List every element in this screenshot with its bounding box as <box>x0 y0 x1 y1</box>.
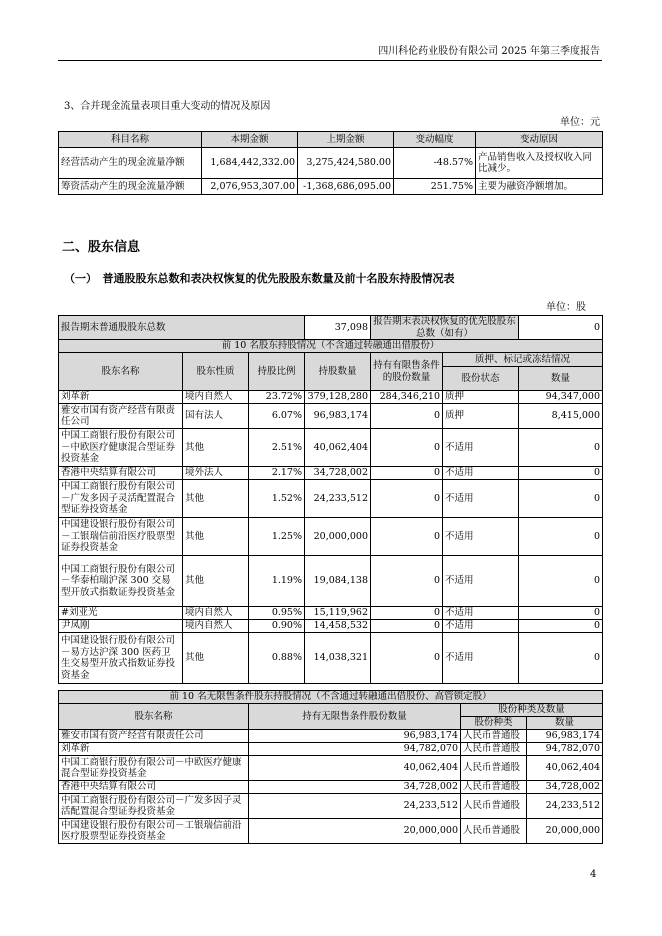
holder-count: 0 <box>519 607 603 620</box>
holder-status: 不适用 <box>443 429 519 467</box>
holder-nature: 国有法人 <box>183 404 249 429</box>
holder-qty: 14,038,321 <box>305 633 371 684</box>
holder-share-type: 人民币普通股 <box>461 819 527 844</box>
cashflow-prior: 3,275,424,580.00 <box>298 148 394 179</box>
holder-nature: 其他 <box>183 429 249 467</box>
header-qty: 持股数量 <box>305 353 371 391</box>
holder-share-type: 人民币普通股 <box>461 794 527 819</box>
holder-name: 香港中央结算有限公司 <box>59 467 183 480</box>
holder-unrestricted-qty: 34,728,002 <box>249 781 461 794</box>
holder-qty: 40,062,404 <box>305 429 371 467</box>
holder-restricted: 0 <box>371 429 443 467</box>
table-row <box>59 781 603 794</box>
holder-status: 质押 <box>443 404 519 429</box>
top10-title: 前 10 名股东持股情况（不含通过转融通出借股份） <box>59 340 603 353</box>
cashflow-reason: 主要为融资净额增加。 <box>476 179 603 195</box>
holder-count: 0 <box>519 556 603 607</box>
cashflow-header-cell: 上期金额 <box>298 132 394 148</box>
holder-count: 34,728,002 <box>527 781 603 794</box>
holder-restricted: 0 <box>371 518 443 556</box>
holder-qty: 14,458,532 <box>305 620 371 633</box>
header-name: 股东名称 <box>59 353 183 391</box>
subsection-title: （一） 普通股股东总数和表决权恢复的优先股股东数量及前十名股东持股情况表 <box>64 272 455 285</box>
holder-qty: 20,000,000 <box>305 518 371 556</box>
table-row <box>59 391 603 404</box>
holder-nature: 其他 <box>183 518 249 556</box>
holder-name: 香港中央结算有限公司 <box>59 781 249 794</box>
holder-count: 20,000,000 <box>527 819 603 844</box>
holder-nature: 其他 <box>183 633 249 684</box>
table-row <box>59 179 603 195</box>
holder-nature: 境外法人 <box>183 467 249 480</box>
holder-name: 中国工商银行股份有限公司－中欧医疗健康混合型证券投资基金 <box>59 756 249 781</box>
holder-nature: 境内自然人 <box>183 391 249 404</box>
holder-unrestricted-qty: 96,983,174 <box>249 730 461 743</box>
holder-count: 0 <box>519 429 603 467</box>
holder-count: 0 <box>519 467 603 480</box>
holder-name: 中国建设银行股份有限公司－工银瑞信前沿医疗股票型证券投资基金 <box>59 518 183 556</box>
holder-status: 不适用 <box>443 518 519 556</box>
holder-qty: 24,233,512 <box>305 480 371 518</box>
holder-unrestricted-qty: 20,000,000 <box>249 819 461 844</box>
section-title-shareholder: 二、股东信息 <box>62 240 141 255</box>
cashflow-prior: -1,368,686,095.00 <box>298 179 394 195</box>
holder-nature: 其他 <box>183 556 249 607</box>
summary-label-common: 报告期末普通股股东总数 <box>59 316 305 340</box>
holder-count: 96,983,174 <box>527 730 603 743</box>
top10-title-row <box>59 340 603 353</box>
holder-share-type: 人民币普通股 <box>461 781 527 794</box>
header-count: 数量 <box>527 717 603 730</box>
holder-nature: 境内自然人 <box>183 607 249 620</box>
table-row <box>59 556 603 607</box>
holder-ratio: 1.19% <box>249 556 305 607</box>
holder-count: 94,782,070 <box>527 743 603 756</box>
cashflow-header-cell: 本期金额 <box>202 132 298 148</box>
holder-ratio: 1.25% <box>249 518 305 556</box>
holder-count: 94,347,000 <box>519 391 603 404</box>
holder-ratio: 2.17% <box>249 467 305 480</box>
holder-count: 0 <box>519 633 603 684</box>
cashflow-current: 2,076,953,307.00 <box>202 179 298 195</box>
cashflow-current: 1,684,442,332.00 <box>202 148 298 179</box>
table-row <box>59 480 603 518</box>
holder-unrestricted-qty: 94,782,070 <box>249 743 461 756</box>
top10-header-row <box>59 353 603 367</box>
shareholder-table <box>58 315 603 684</box>
table-row <box>59 429 603 467</box>
header-ratio: 持股比例 <box>249 353 305 391</box>
header-pledge: 质押、标记或冻结情况 <box>443 353 603 367</box>
holder-name: 中国建设银行股份有限公司－易方达沪深 300 医药卫生交易型开放式指数证券投资基金 <box>59 633 183 684</box>
table-row <box>59 404 603 429</box>
holder-count: 8,415,000 <box>519 404 603 429</box>
table-row <box>59 743 603 756</box>
summary-row <box>59 316 603 340</box>
cashflow-table <box>58 131 603 195</box>
table-row <box>59 794 603 819</box>
unit-label: 单位：元 <box>560 117 600 128</box>
holder-ratio: 0.90% <box>249 620 305 633</box>
table-row <box>59 633 603 684</box>
unrestricted-table <box>58 690 603 844</box>
cashflow-item: 筹资活动产生的现金流量净额 <box>59 179 202 195</box>
holder-name: 刘革新 <box>59 743 249 756</box>
header-type: 股份种类 <box>461 717 527 730</box>
holder-qty: 379,128,280 <box>305 391 371 404</box>
holder-status: 不适用 <box>443 467 519 480</box>
holder-count: 0 <box>519 518 603 556</box>
table-row <box>59 518 603 556</box>
cashflow-change: -48.57% <box>394 148 476 179</box>
holder-qty: 96,983,174 <box>305 404 371 429</box>
holder-name: 中国建设银行股份有限公司－工银瑞信前沿医疗股票型证券投资基金 <box>59 819 249 844</box>
holder-status: 质押 <box>443 391 519 404</box>
table-row <box>59 620 603 633</box>
share-unit-label: 单位：股 <box>546 302 586 313</box>
table-row <box>59 467 603 480</box>
holder-name: #刘亚光 <box>59 607 183 620</box>
table-row <box>59 148 603 179</box>
page-number: 4 <box>590 869 597 880</box>
holder-restricted: 0 <box>371 633 443 684</box>
holder-name: 刘革新 <box>59 391 183 404</box>
holder-unrestricted-qty: 40,062,404 <box>249 756 461 781</box>
holder-qty: 34,728,002 <box>305 467 371 480</box>
header-name: 股东名称 <box>59 704 249 730</box>
holder-name: 中国工商银行股份有限公司－中欧医疗健康混合型证券投资基金 <box>59 429 183 467</box>
holder-nature: 境内自然人 <box>183 620 249 633</box>
holder-status: 不适用 <box>443 607 519 620</box>
holder-status: 不适用 <box>443 480 519 518</box>
table-row <box>59 756 603 781</box>
holder-ratio: 6.07% <box>249 404 305 429</box>
cashflow-header-row <box>59 132 603 148</box>
header-restricted: 持有有限售条件的股份数量 <box>371 353 443 391</box>
section3-title: 3、合并现金流量表项目重大变动的情况及原因 <box>64 101 271 112</box>
holder-restricted: 284,346,210 <box>371 391 443 404</box>
holder-name: 中国工商银行股份有限公司－广发多因子灵活配置混合型证券投资基金 <box>59 480 183 518</box>
holder-name: 尹凤刚 <box>59 620 183 633</box>
holder-name: 雅安市国有资产经营有限责任公司 <box>59 404 183 429</box>
unrestricted-header-row <box>59 704 603 717</box>
holder-count: 0 <box>519 620 603 633</box>
cashflow-item: 经营活动产生的现金流量净额 <box>59 148 202 179</box>
holder-ratio: 23.72% <box>249 391 305 404</box>
holder-count: 24,233,512 <box>527 794 603 819</box>
holder-ratio: 1.52% <box>249 480 305 518</box>
header-count: 数量 <box>519 367 603 391</box>
holder-restricted: 0 <box>371 620 443 633</box>
summary-label-preferred: 报告期末表决权恢复的优先股股东总数（如有） <box>371 316 519 340</box>
holder-name: 中国工商银行股份有限公司－华泰柏瑞沪深 300 交易型开放式指数证券投资基金 <box>59 556 183 607</box>
holder-qty: 19,084,138 <box>305 556 371 607</box>
holder-name: 中国工商银行股份有限公司－广发多因子灵活配置混合型证券投资基金 <box>59 794 249 819</box>
header-unrestricted-qty: 持有无限售条件股份数量 <box>249 704 461 730</box>
holder-ratio: 2.51% <box>249 429 305 467</box>
holder-count: 40,062,404 <box>527 756 603 781</box>
table-row <box>59 730 603 743</box>
holder-share-type: 人民币普通股 <box>461 756 527 781</box>
holder-restricted: 0 <box>371 556 443 607</box>
cashflow-header-cell: 变动幅度 <box>394 132 476 148</box>
holder-share-type: 人民币普通股 <box>461 730 527 743</box>
cashflow-change: 251.75% <box>394 179 476 195</box>
table-row <box>59 819 603 844</box>
holder-unrestricted-qty: 24,233,512 <box>249 794 461 819</box>
holder-ratio: 0.88% <box>249 633 305 684</box>
page-header: 四川科伦药业股份有限公司 2025 年第三季度报告 <box>378 46 600 57</box>
header-type-group: 股份种类及数量 <box>461 704 603 717</box>
header-status: 股份状态 <box>443 367 519 391</box>
holder-nature: 其他 <box>183 480 249 518</box>
header-nature: 股东性质 <box>183 353 249 391</box>
unrestricted-title-row <box>59 691 603 704</box>
holder-count: 0 <box>519 480 603 518</box>
cashflow-header-cell: 变动原因 <box>476 132 603 148</box>
table-row <box>59 607 603 620</box>
summary-value-common: 37,098 <box>305 316 371 340</box>
cashflow-header-cell: 科目名称 <box>59 132 202 148</box>
holder-status: 不适用 <box>443 556 519 607</box>
holder-share-type: 人民币普通股 <box>461 743 527 756</box>
summary-value-preferred: 0 <box>519 316 603 340</box>
holder-restricted: 0 <box>371 607 443 620</box>
holder-qty: 15,119,962 <box>305 607 371 620</box>
holder-restricted: 0 <box>371 467 443 480</box>
holder-restricted: 0 <box>371 480 443 518</box>
holder-name: 雅安市国有资产经营有限责任公司 <box>59 730 249 743</box>
holder-status: 不适用 <box>443 633 519 684</box>
holder-status: 不适用 <box>443 620 519 633</box>
holder-restricted: 0 <box>371 404 443 429</box>
unrestricted-title: 前 10 名无限售条件股东持股情况（不含通过转融通出借股份、高管锁定股） <box>59 691 603 704</box>
cashflow-reason: 产品销售收入及授权收入同比减少。 <box>476 148 603 179</box>
header-rule <box>58 60 602 61</box>
holder-ratio: 0.95% <box>249 607 305 620</box>
